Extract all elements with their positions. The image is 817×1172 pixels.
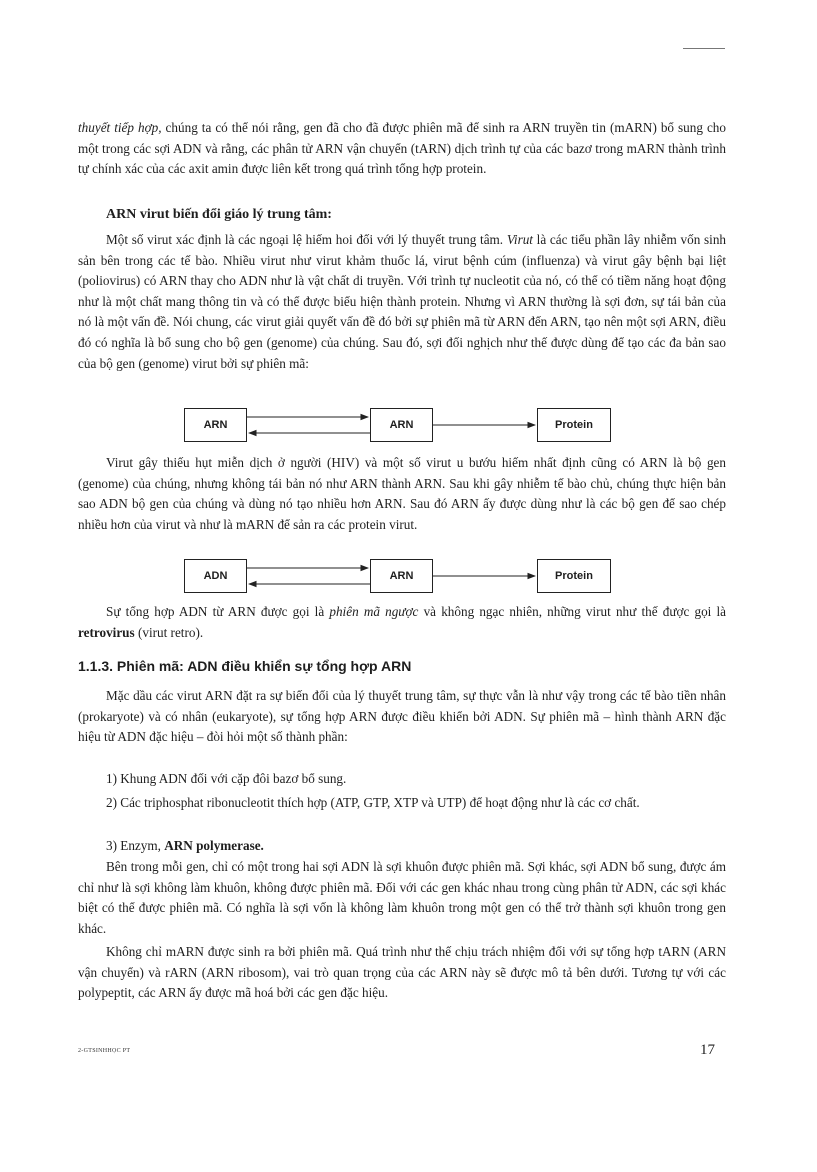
heading-arn-virut: ARN virut biến đổi giáo lý trung tâm: bbox=[106, 207, 332, 222]
paragraph-3: Virut gây thiếu hụt miễn dịch ở người (HIV) và một số virut u bướu hiếm nhất định cũng có ARN là bộ gen (genome) của chúng, nhưng không tái bản nó như ARN thành ARN. Sau khi gây nhiễm tế bào chủ, chúng thực hiện bản sao ADN bộ gen của chúng và dùng nó tạo nhiều hơn ARN. Sau đó ARN ấy được dùng như là các bộ gen để sao chép nhiều hơn của virut và như là mARN để sản ra các protein virut. bbox=[78, 455, 726, 532]
paragraph-7: Không chỉ mARN được sinh ra bởi phiên mã. Quá trình như thế chịu trách nhiệm đối với sự tổng hợp tARN (ARN vận chuyển) và rARN (ARN ribosom), vai trò quan trọng của các ARN này sẽ được mô tả bên dưới. Tương tự với các polypeptit, các ARN ấy được mã hoá bởi các gen đặc hiệu. bbox=[78, 944, 726, 1001]
diagram1-box-arn: ARN bbox=[184, 408, 247, 442]
diagram2-box-arn: ARN bbox=[370, 559, 433, 593]
list-item-1: 1) Khung ADN đối với cặp đôi bazơ bổ sung. bbox=[106, 771, 347, 786]
paragraph-4: Sự tổng hợp ADN từ ARN được gọi là phiên mã ngược và không ngạc nhiên, những virut như thế được gọi là retrovirus (virut retro). bbox=[78, 604, 727, 640]
page-number: 17 bbox=[700, 1042, 715, 1058]
paragraph-1: thuyết tiếp hợp, chúng ta có thể nói rằng, gen đã cho đã được phiên mã để sinh ra ARN truyền tin (mARN) bổ sung cho một trong các sợi ADN và rằng, các phân tử ARN vận chuyển (tARN) dịch trình tự của các bazơ trong mARN thành trình tự chính xác của các axit amin được liên kết trong quá trình tổng hợp protein. bbox=[78, 120, 726, 177]
list-item-3: 3) Enzym, ARN polymerase. bbox=[106, 838, 264, 853]
section-title: 1.1.3. Phiên mã: ADN điều khiển sự tổng hợp ARN bbox=[78, 658, 412, 674]
paragraph-5: Mặc dầu các virut ARN đặt ra sự biến đổi của lý thuyết trung tâm, sự thực vẫn là như vậy trong các tế bào tiền nhân (prokaryote) và có nhân (eukaryote), sự tổng hợp ARN được điều khiển bởi ADN. Sự phiên mã – hình thành ARN đặc hiệu từ ADN đặc hiệu – đòi hỏi một số thành phần: bbox=[78, 688, 726, 745]
diagram1-box-protein: Protein bbox=[537, 408, 611, 442]
list-item-2: 2) Các triphosphat ribonucleotit thích hợp (ATP, GTP, XTP và UTP) để hoạt động như là các cơ chất. bbox=[106, 795, 640, 810]
diagram2-box-adn: ADN bbox=[184, 559, 247, 593]
diagram1-box-arn-2: ARN bbox=[370, 408, 433, 442]
footer-code: 2-GTSINHHỌC PT bbox=[78, 1048, 131, 1054]
diagram2-box-protein: Protein bbox=[537, 559, 611, 593]
paragraph-2: Một số virut xác định là các ngoại lệ hiếm hoi đối với lý thuyết trung tâm. Virut là các tiểu phần lây nhiễm vốn sinh sản bên trong các tế bào. Nhiều virut như virut khảm thuốc lá, virut bệnh cúm (influenza) và virut gây bệnh bại liệt (poliovirus) có ARN thay cho ADN như là vật chất di truyền. Với trình tự nucleotit của nó, có thể có tiềm năng hoạt động như là một chất mang thông tin và có thể được biểu hiện thành protein. Nhưng vì ARN thường là sợi đơn, sự tái bản của nó là một vấn đề. Nói chung, các virut giải quyết vấn đề đó bởi sự phiên mã từ ARN đến ARN, tạo nên một sợi ARN, điều đó có nghĩa là bổ sung cho bộ gen (genome) của chúng. Sau đó, sợi đối nghịch như thế được dùng để tạo các đa bản sao của bộ gen (genome) virut bởi sự phiên mã: bbox=[78, 232, 727, 371]
paragraph-6: Bên trong mỗi gen, chỉ có một trong hai sợi ADN là sợi khuôn được phiên mã. Sợi khác, sợi ADN bổ sung, được ám chỉ như là sợi không làm khuôn, không được phiên mã. Đối với các gen khác nhau trong cùng phân tử ADN, các sợi khác biệt có thể được phiên mã. Có nghĩa là sợi vốn là không làm khuôn trong một gen có thể trở thành sợi khuôn trong gen khác. bbox=[78, 859, 726, 936]
